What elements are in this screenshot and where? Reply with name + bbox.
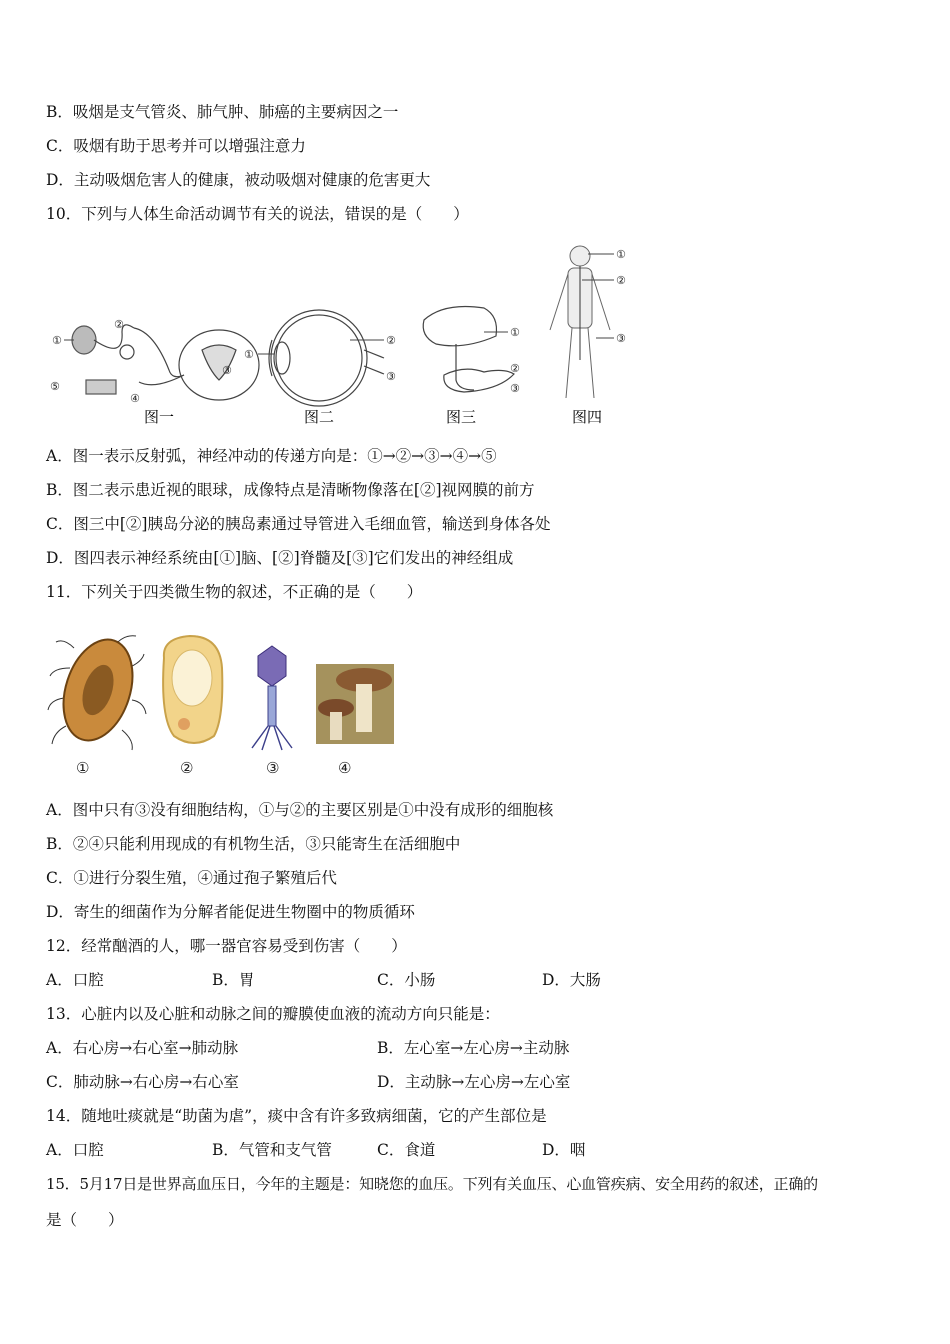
fig3-mark-1: ① <box>510 326 520 339</box>
liver-pancreas-diagram <box>423 307 514 393</box>
q12-option-c: C．小肠 <box>377 971 436 989</box>
bacteriophage-image <box>252 646 292 750</box>
fig1-mark-2: ② <box>114 318 124 331</box>
q11-option-a: A．图中只有③没有细胞结构，①与②的主要区别是①中没有成形的细胞核 <box>46 801 554 819</box>
fig2-mark-2: ② <box>386 334 396 347</box>
q14-option-a: A．口腔 <box>46 1141 104 1159</box>
fig2-mark-1: ① <box>244 348 254 361</box>
fig1-mark-5: ⑤ <box>50 380 60 393</box>
q10-option-c: C．图三中[②]胰岛分泌的胰岛素通过导管进入毛细血管，输送到身体各处 <box>46 515 551 533</box>
q9-option-b: B．吸烟是支气管炎、肺气肿、肺癌的主要病因之一 <box>46 103 399 121</box>
fig4-mark-3: ③ <box>616 332 626 345</box>
q12-stem: 12．经常酗酒的人，哪一器官容易受到伤害（ ） <box>46 937 407 955</box>
q11-option-c: C．①进行分裂生殖，④通过孢子繁殖后代 <box>46 869 337 887</box>
q11-figure <box>44 628 404 778</box>
q10-figure <box>44 240 644 430</box>
caption-fig3: 图三 <box>446 408 477 426</box>
bacterium-image <box>48 631 146 750</box>
q14-option-b: B．气管和支气管 <box>212 1141 332 1159</box>
q10-option-a: A．图一表示反射弧，神经冲动的传递方向是：①→②→③→④→⑤ <box>46 447 497 465</box>
q10-option-b: B．图二表示患近视的眼球，成像特点是清晰物像落在[②]视网膜的前方 <box>46 481 535 499</box>
fig4-mark-1: ① <box>616 248 626 261</box>
q9-option-c: C．吸烟有助于思考并可以增强注意力 <box>46 137 306 155</box>
fig3-mark-3: ③ <box>510 382 520 395</box>
q10-stem: 10．下列与人体生命活动调节有关的说法，错误的是（ ） <box>46 205 469 223</box>
q14-option-d: D．咽 <box>542 1141 586 1159</box>
microbe-label-3: ③ <box>266 759 280 777</box>
q10-option-d: D．图四表示神经系统由[①]脑、[②]脊髓及[③]它们发出的神经组成 <box>46 549 514 567</box>
fig1-mark-3: ③ <box>222 364 232 377</box>
mushroom-image <box>316 664 394 744</box>
q11-option-d: D．寄生的细菌作为分解者能促进生物圈中的物质循环 <box>46 903 415 921</box>
q14-stem: 14．随地吐痰就是“助菌为虐”，痰中含有许多致病细菌，它的产生部位是 <box>46 1107 547 1125</box>
reflex-arc-diagram <box>72 325 259 400</box>
fig3-mark-2: ② <box>510 362 520 375</box>
q13-option-d: D．主动脉→左心房→左心室 <box>377 1073 571 1091</box>
q13-option-a: A．右心房→右心室→肺动脉 <box>46 1039 239 1057</box>
fig1-mark-1: ① <box>52 334 62 347</box>
q11-stem: 11．下列关于四类微生物的叙述，不正确的是（ ） <box>46 583 423 601</box>
caption-fig1: 图一 <box>144 408 175 426</box>
q14-option-c: C．食道 <box>377 1141 436 1159</box>
fig1-mark-4: ④ <box>130 392 140 405</box>
caption-fig2: 图二 <box>304 408 335 426</box>
caption-fig4: 图四 <box>572 408 603 426</box>
yeast-cell-image <box>163 636 222 743</box>
q15-stem-line1: 15．5月17日是世界高血压日，今年的主题是：知晓您的血压。下列有关血压、心血管疾病、安全用药的叙述，正确的 <box>46 1175 818 1193</box>
q12-option-d: D．大肠 <box>542 971 601 989</box>
q15-stem-line2: 是（ ） <box>46 1211 124 1229</box>
nervous-system-diagram <box>550 246 610 398</box>
q9-option-d: D．主动吸烟危害人的健康，被动吸烟对健康的危害更大 <box>46 171 431 189</box>
q13-option-c: C．肺动脉→右心房→右心室 <box>46 1073 239 1091</box>
microbe-label-1: ① <box>76 759 90 777</box>
fig4-mark-2: ② <box>616 274 626 287</box>
microbe-label-2: ② <box>180 759 194 777</box>
eyeball-diagram <box>269 310 384 406</box>
q12-option-b: B．胃 <box>212 971 255 989</box>
q13-option-b: B．左心室→左心房→主动脉 <box>377 1039 570 1057</box>
microbe-label-4: ④ <box>338 759 352 777</box>
q11-option-b: B．②④只能利用现成的有机物生活，③只能寄生在活细胞中 <box>46 835 461 853</box>
q13-stem: 13．心脏内以及心脏和动脉之间的瓣膜使血液的流动方向只能是： <box>46 1005 500 1023</box>
q12-option-a: A．口腔 <box>46 971 104 989</box>
fig2-mark-3: ③ <box>386 370 396 383</box>
